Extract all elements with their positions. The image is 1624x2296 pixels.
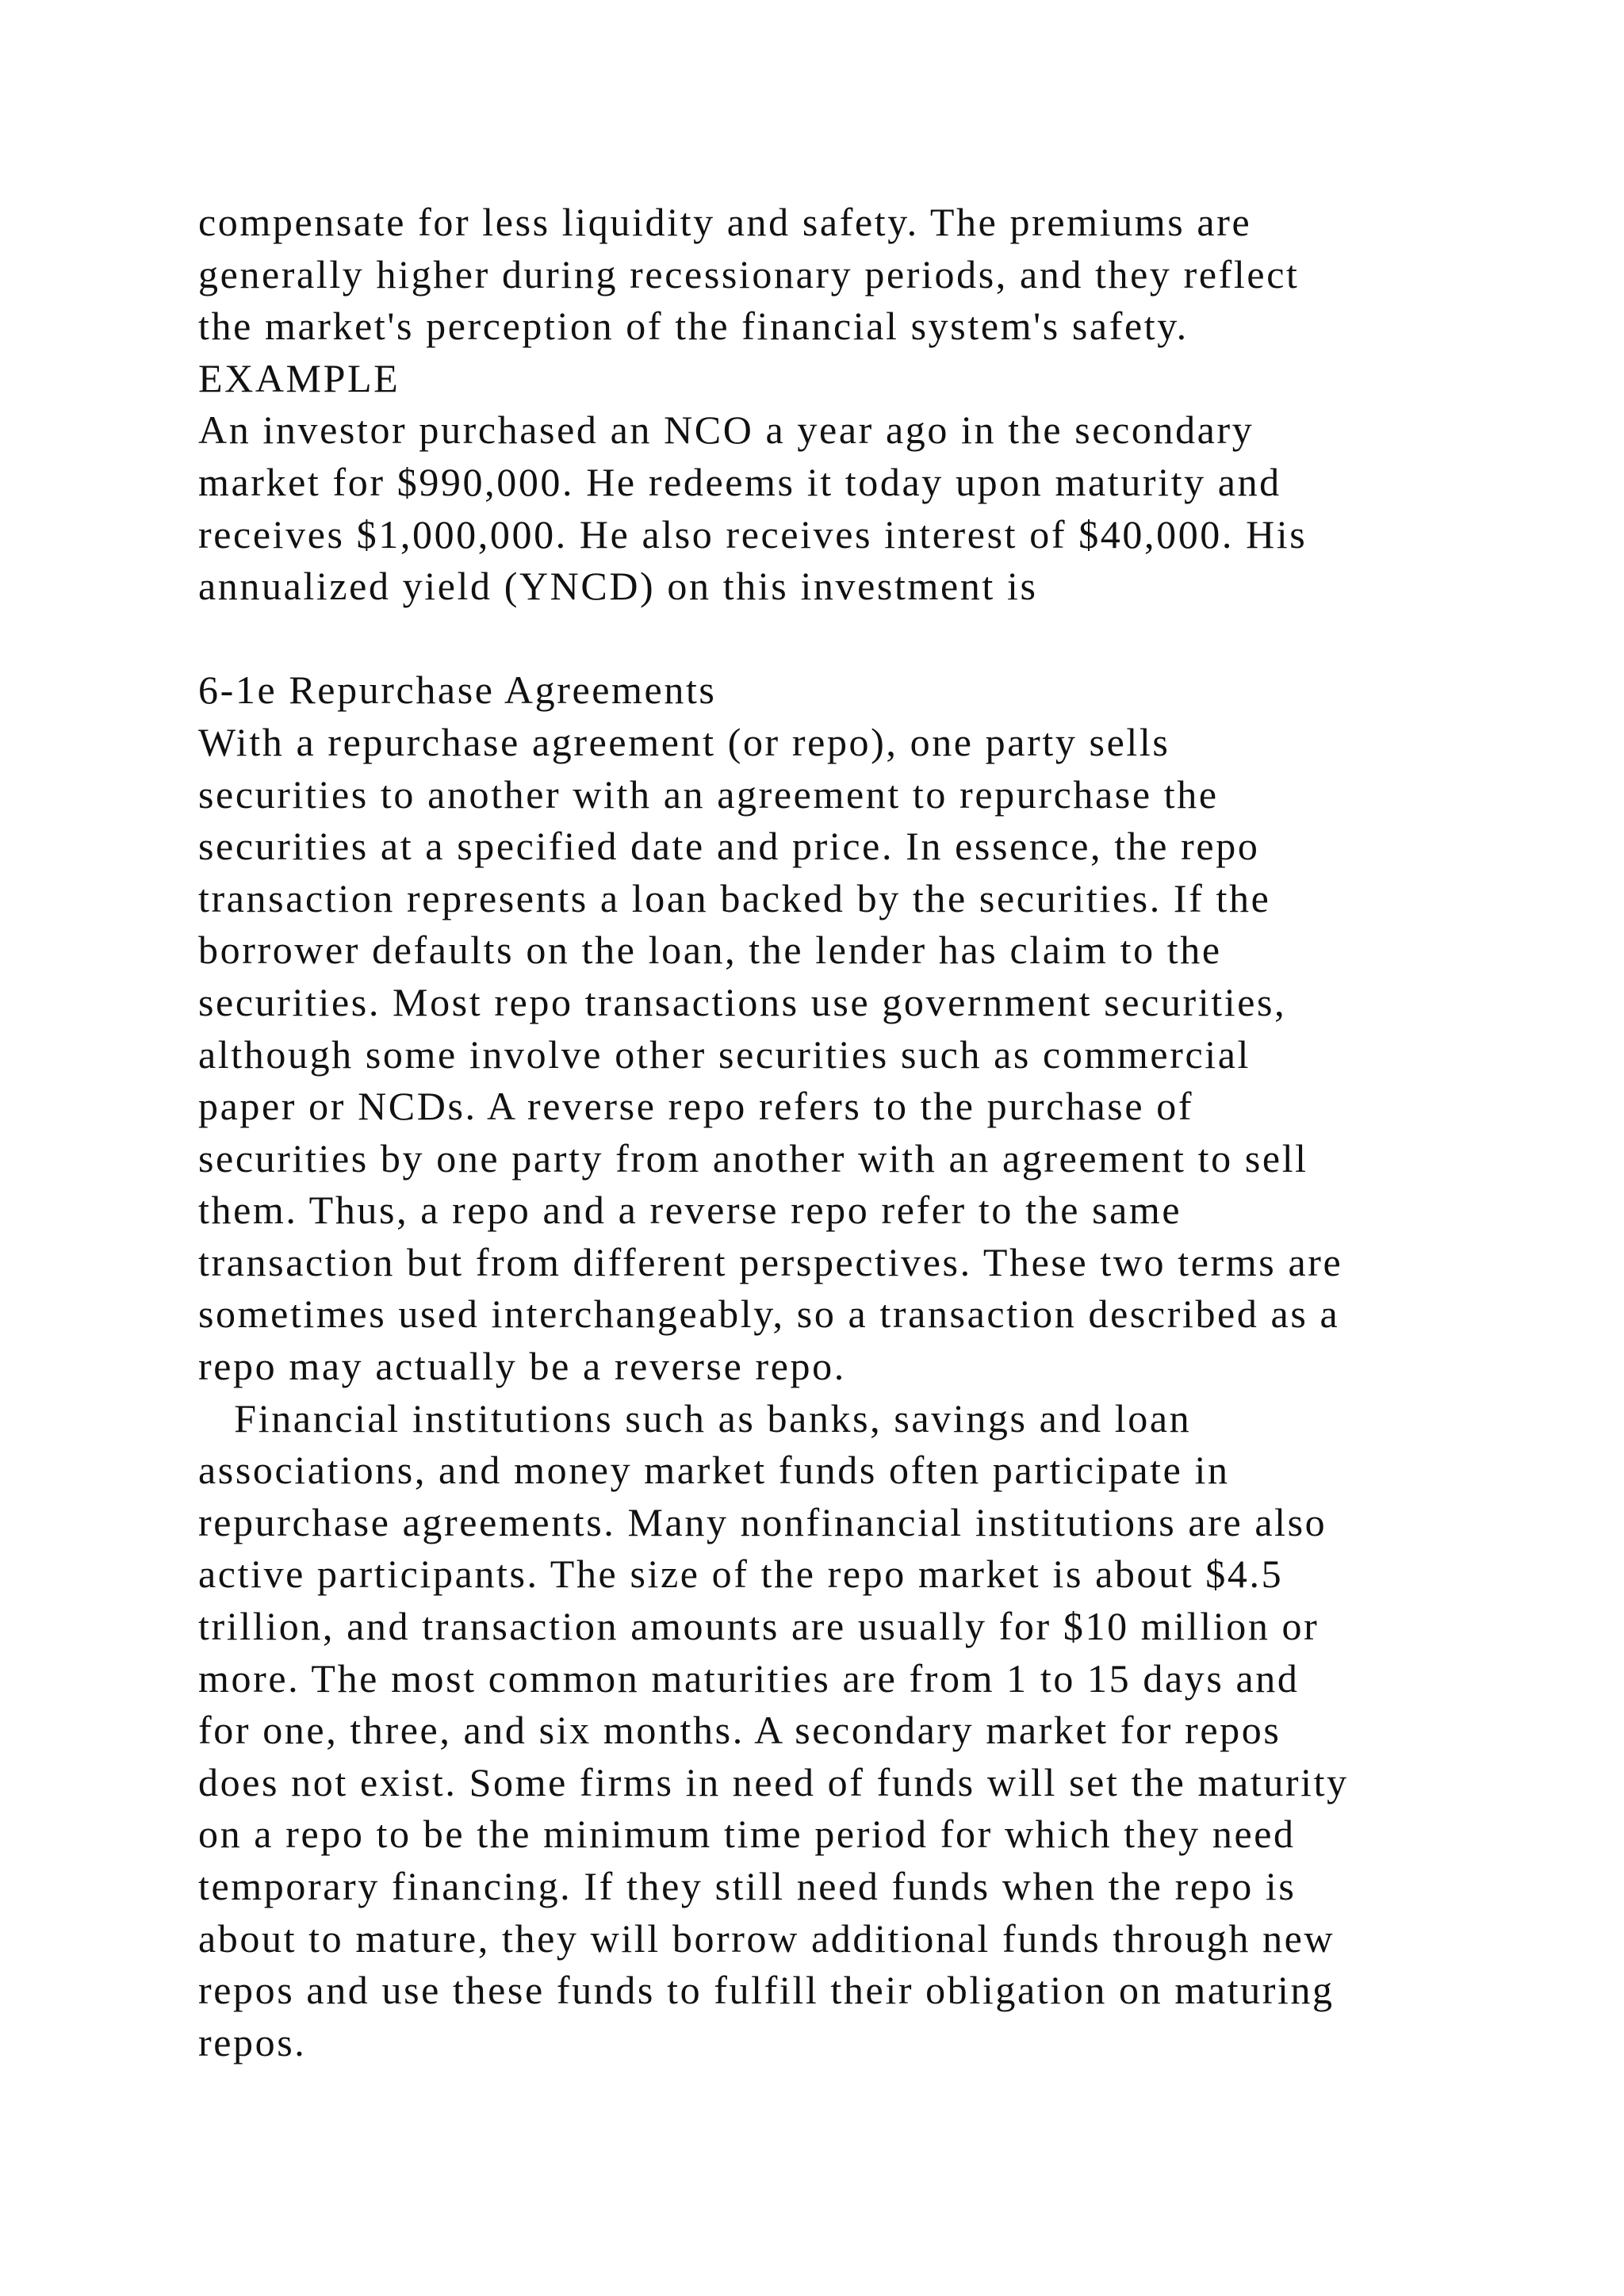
text-line: temporary financing. If they still need funds when the repo is bbox=[198, 1864, 1297, 1908]
text-line: repos and use these funds to fulfill their obligation on maturing bbox=[198, 1968, 1335, 2013]
section-heading: 6-1e Repurchase Agreements bbox=[198, 668, 717, 713]
text-line: securities at a specified date and price. In essence, the repo bbox=[198, 824, 1260, 869]
text-line: repurchase agreements. Many nonfinancial institutions are also bbox=[198, 1499, 1327, 1544]
blank-line bbox=[198, 613, 1515, 665]
text-line: transaction but from different perspectives. These two terms are bbox=[198, 1239, 1343, 1284]
text-line: annualized yield (YNCD) on this investment is bbox=[198, 564, 1038, 609]
text-line: for one, three, and six months. A secondary market for repos bbox=[198, 1708, 1281, 1753]
text-line: securities to another with an agreement to repurchase the bbox=[198, 771, 1219, 817]
text-line: securities. Most repo transactions use government securities, bbox=[198, 979, 1287, 1024]
text-line: market for $990,000. He redeems it today upon maturity and bbox=[198, 459, 1281, 504]
text-line: borrower defaults on the loan, the lender has claim to the bbox=[198, 928, 1222, 973]
text-line: about to mature, they will borrow additional funds through new bbox=[198, 1915, 1335, 1961]
text-line: although some involve other securities such as commercial bbox=[198, 1031, 1251, 1077]
text-line: Financial institutions such as banks, savings and loan bbox=[198, 1395, 1192, 1441]
text-line: more. The most common maturities are from 1 to 15 days and bbox=[198, 1655, 1300, 1701]
text-line: securities by one party from another with an agreement to sell bbox=[198, 1135, 1308, 1181]
text-line: generally higher during recessionary periods, and they reflect bbox=[198, 251, 1300, 297]
example-heading: EXAMPLE bbox=[198, 355, 400, 400]
text-line: receives $1,000,000. He also receives interest of $40,000. His bbox=[198, 511, 1308, 557]
text-line: on a repo to be the minimum time period for which they need bbox=[198, 1812, 1296, 1857]
text-line: transaction represents a loan backed by the securities. If the bbox=[198, 875, 1271, 920]
text-line: the market's perception of the financial system's safety. bbox=[198, 304, 1189, 349]
text-line: them. Thus, a repo and a reverse repo refer to the same bbox=[198, 1188, 1182, 1233]
text-line: repos. bbox=[198, 2019, 307, 2064]
text-line: compensate for less liquidity and safety. The premiums are bbox=[198, 200, 1252, 244]
text-line: does not exist. Some firms in need of funds will set the maturity bbox=[198, 1759, 1349, 1804]
body-text bbox=[198, 197, 1515, 2068]
text-line: With a repurchase agreement (or repo), one party sells bbox=[198, 719, 1170, 764]
text-line: sometimes used interchangeably, so a transaction described as a bbox=[198, 1292, 1340, 1337]
text-line: repo may actually be a reverse repo. bbox=[198, 1344, 846, 1389]
text-line: active participants. The size of the repo market is about $4.5 bbox=[198, 1552, 1284, 1597]
text-line: trillion, and transaction amounts are usually for $10 million or bbox=[198, 1604, 1320, 1649]
text-line: An investor purchased an NCO a year ago in the secondary bbox=[198, 408, 1254, 453]
text-line: associations, and money market funds often participate in bbox=[198, 1448, 1230, 1493]
text-line: paper or NCDs. A reverse repo refers to the purchase of bbox=[198, 1084, 1194, 1129]
